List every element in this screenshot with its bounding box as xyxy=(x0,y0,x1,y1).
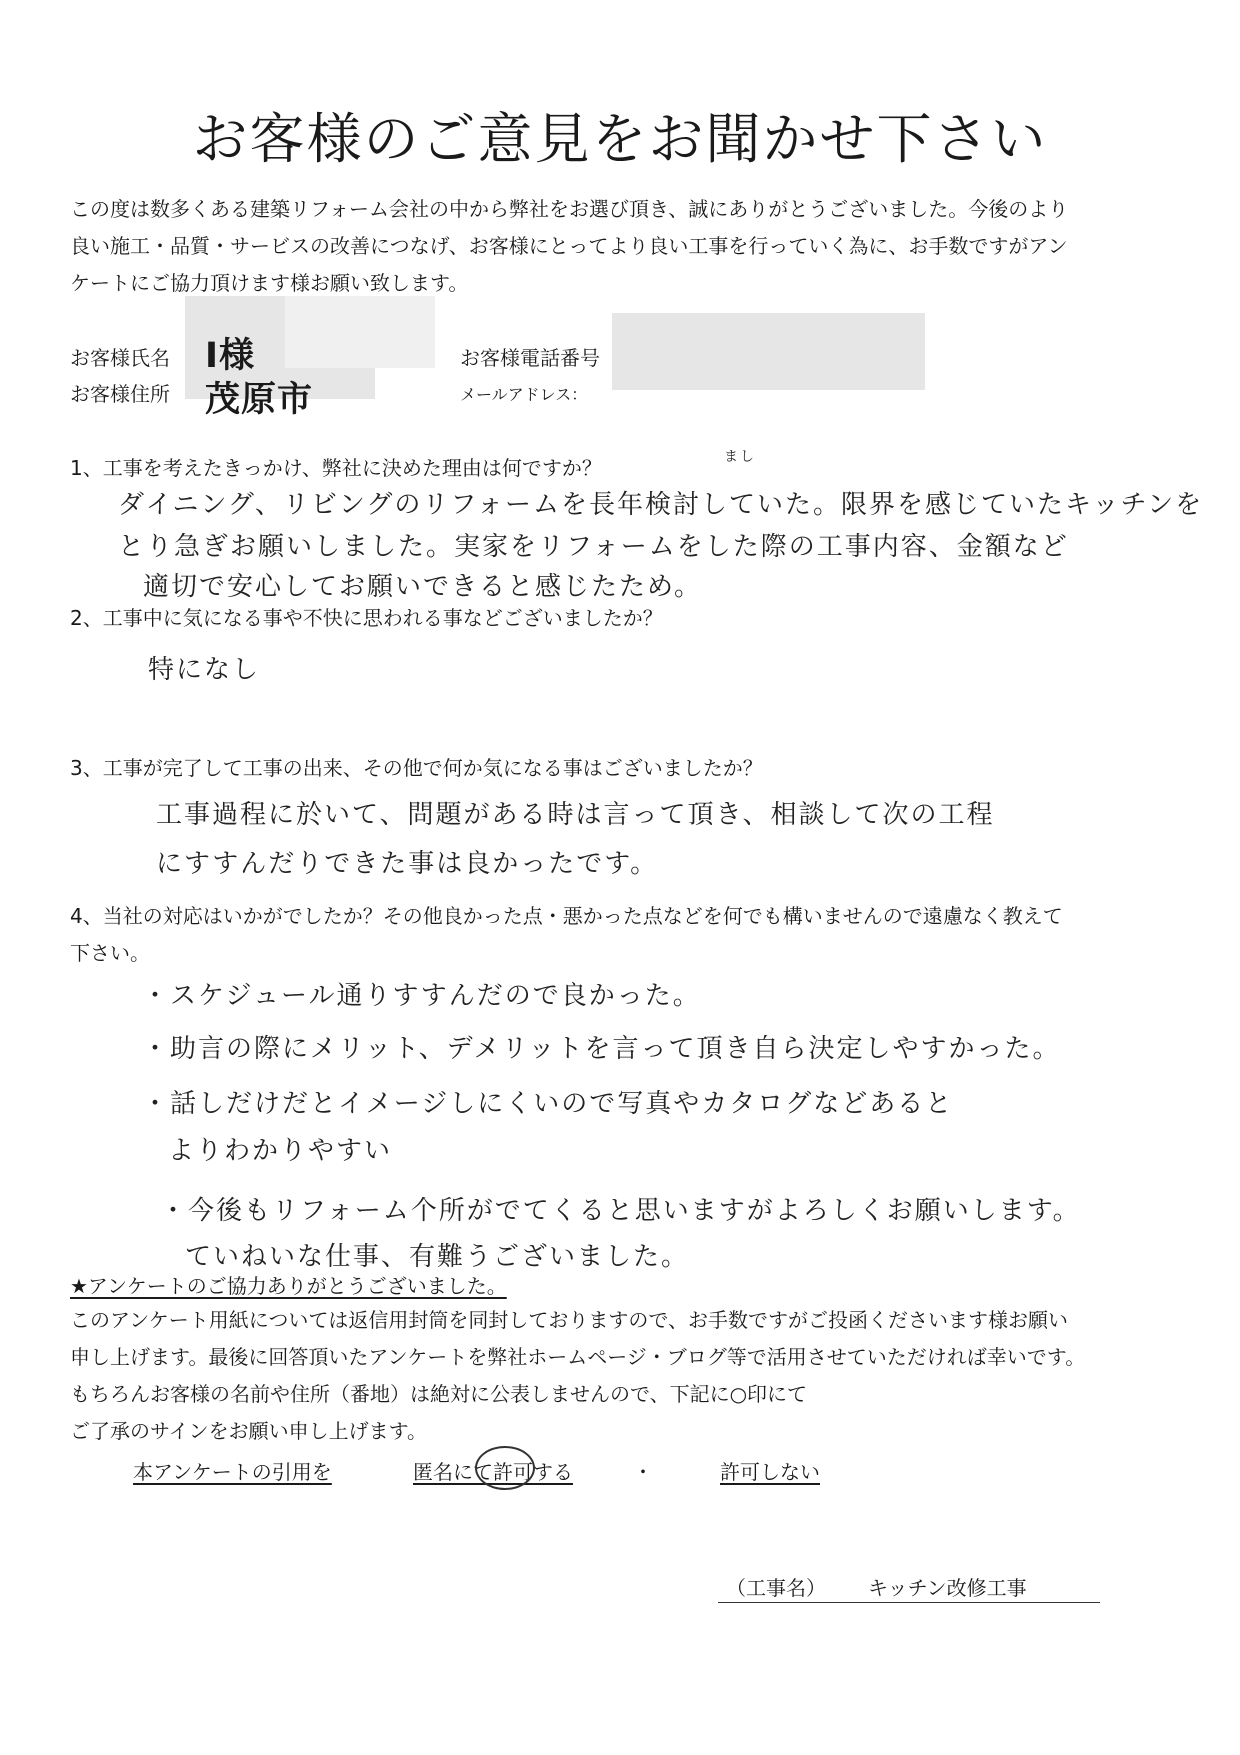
customer-name-label: お客様氏名 xyxy=(70,346,170,370)
question-4-answer-line: ・助言の際にメリット、デメリットを言って頂き自ら決定しやすかった。 xyxy=(142,1034,1061,1064)
question-4-answer-line: ・話しだけだとイメージしにくいので写真やカタログなどあると xyxy=(142,1089,954,1119)
question-3-answer-line: にすすんだりできた事は良かったです。 xyxy=(156,849,659,879)
question-4-label-line2: 下さい。 xyxy=(70,941,150,965)
notes-line: ご了承のサインをお願い申し上げます。 xyxy=(70,1419,427,1443)
consent-option-no[interactable]: 許可しない xyxy=(720,1460,820,1484)
question-1-answer-line: 適切で安心してお願いできると感じたため。 xyxy=(143,572,702,602)
thanks-heading: ★アンケートのご協力ありがとうございました。 xyxy=(70,1274,507,1298)
consent-lead: 本アンケートの引用を xyxy=(133,1460,332,1484)
customer-name-value: I様 xyxy=(205,336,256,376)
intro-line: この度は数多くある建築リフォーム会社の中から弊社をお選び頂き、誠にありがとうございました。今後のより xyxy=(70,197,1069,221)
customer-address-label: お客様住所 xyxy=(70,382,170,406)
customer-phone-label: お客様電話番号 xyxy=(460,346,600,370)
consent-selected-circle xyxy=(475,1446,535,1490)
question-3-answer-line: 工事過程に於いて、問題がある時は言って頂き、相談して次の工程 xyxy=(156,800,995,830)
customer-address-value: 茂原市 xyxy=(205,380,314,420)
notes-line: 申し上げます。最後に回答頂いたアンケートを弊社ホームページ・ブログ等で活用させていただければ幸いです。 xyxy=(70,1345,1086,1369)
notes-line: このアンケート用紙については返信用封筒を同封しておりますので、お手数ですがご投函くださいます様お願い xyxy=(70,1308,1068,1332)
question-1-label: 1、工事を考えたきっかけ、弊社に決めた理由は何ですか？ xyxy=(70,456,602,480)
question-1-answer-line: ダイニング、リビングのリフォームを長年検討していた。限界を感じていたキッチンを xyxy=(118,490,1204,520)
question-2-label: 2、工事中に気になる事や不快に思われる事などございましたか？ xyxy=(70,606,663,630)
question-4-answer-line: ・今後もリフォーム个所がでてくると思いますがよろしくお願いします。 xyxy=(160,1196,1081,1226)
question-4-answer-line: ・スケジュール通りすすんだので良かった。 xyxy=(142,981,701,1011)
redacted-area xyxy=(285,296,435,368)
consent-row xyxy=(133,1456,833,1492)
question-4-answer-line: ていねいな仕事、有難うございました。 xyxy=(185,1242,690,1272)
consent-separator: ・ xyxy=(633,1460,653,1484)
question-3-label: 3、工事が完了して工事の出来、その他で何か気になる事はございましたか？ xyxy=(70,756,763,780)
question-2-answer-line: 特になし xyxy=(148,655,261,685)
project-value: キッチン改修工事 xyxy=(868,1576,1027,1600)
question-4-label: 4、当社の対応はいかがでしたか？その他良かった点・悪かった点などを何でも構いませんので遠慮なく教えて xyxy=(70,904,1063,928)
intro-line: 良い施工・品質・サービスの改善につなげ、お客様にとってより良い工事を行っていく為に、お手数ですがアン xyxy=(70,234,1068,258)
notes-line: もちろんお客様の名前や住所（番地）は絶対に公表しませんので、下記に○印にて xyxy=(70,1382,808,1406)
intro-text xyxy=(70,191,1180,302)
redacted-area xyxy=(612,313,925,390)
project-label: （工事名） xyxy=(726,1576,826,1600)
page-title: お客様のご意見をお聞かせ下さい xyxy=(192,107,1048,171)
intro-line: ケートにご協力頂けます様お願い致します。 xyxy=(70,271,469,295)
question-4-answer-line: よりわかりやすい xyxy=(168,1136,393,1166)
customer-email-label: メールアドレス： xyxy=(460,385,588,404)
question-1-answer-line: とり急ぎお願いしました。実家をリフォームをした際の工事内容、金額など xyxy=(118,532,1069,562)
question-1-correction: まし xyxy=(724,449,756,465)
notes-block xyxy=(70,1302,1180,1450)
project-name-line xyxy=(718,1572,1100,1603)
consent-option-yes[interactable]: 匿名にて許可する xyxy=(413,1460,573,1484)
